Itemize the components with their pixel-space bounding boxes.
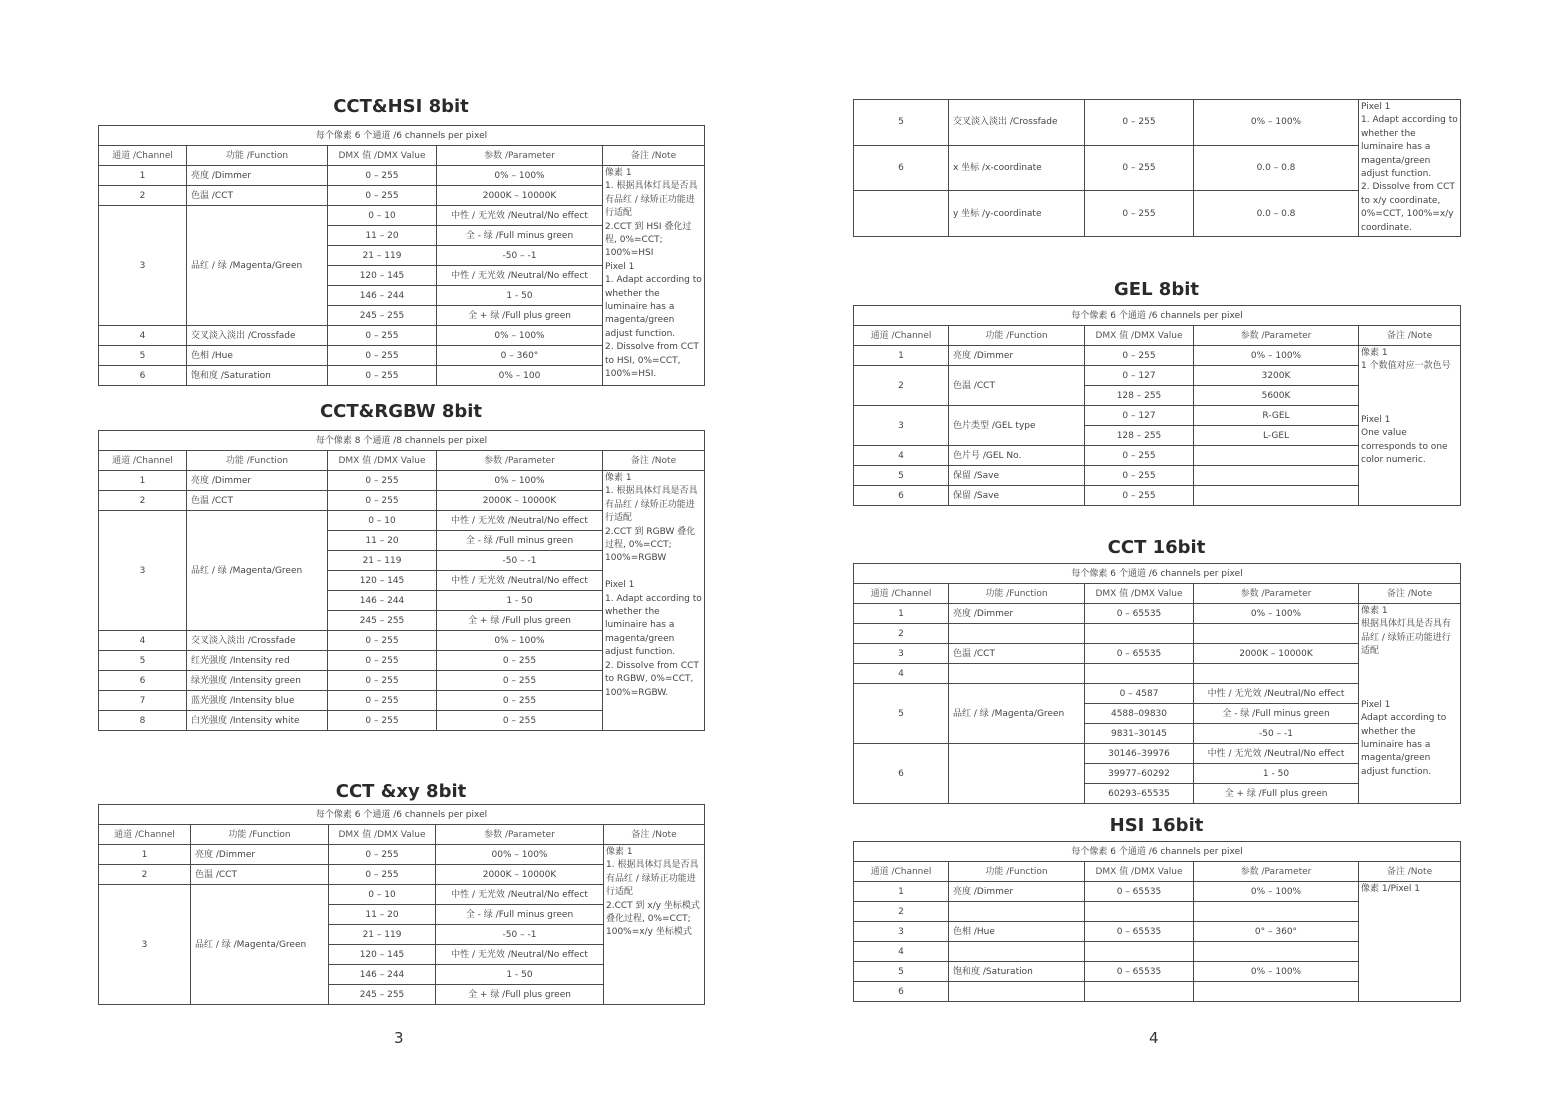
table-header-row (854, 584, 1461, 604)
dmx-value-cell: 0 – 127 (1085, 366, 1194, 386)
table-header-row (99, 451, 705, 471)
dmx-value-cell: 120 – 145 (329, 945, 436, 965)
dmx-value-cell: 245 – 255 (328, 306, 437, 326)
channel-cell: 4 (99, 326, 187, 346)
parameter-cell: 全 + 绿 /Full plus green (437, 306, 603, 326)
dmx-value-cell (1085, 942, 1194, 962)
parameter-cell (1194, 446, 1359, 466)
parameter-cell: 2000K – 10000K (437, 491, 603, 511)
channel-cell: 2 (99, 491, 187, 511)
dmx-value-cell: 0 – 65535 (1085, 922, 1194, 942)
channels-per-pixel: 每个像素 8 个通道 /8 channels per pixel (99, 431, 705, 451)
channel-cell: 3 (854, 644, 949, 664)
parameter-cell: 5600K (1194, 386, 1359, 406)
channel-cell: 5 (99, 651, 187, 671)
parameter-cell: 全 + 绿 /Full plus green (437, 611, 603, 631)
header-note: 备注 /Note (1359, 862, 1461, 882)
header-parameter: 参数 /Parameter (1194, 326, 1359, 346)
channels-per-pixel: 每个像素 6 个通道 /6 channels per pixel (99, 126, 705, 146)
header-note: 备注 /Note (604, 825, 705, 845)
function-cell: 色温 /CCT (187, 491, 328, 511)
channel-cell: 2 (99, 186, 187, 206)
channel-cell: 2 (99, 865, 191, 885)
channel-cell: 6 (99, 671, 187, 691)
function-cell (949, 902, 1085, 922)
parameter-cell: L-GEL (1194, 426, 1359, 446)
channel-cell: 5 (854, 684, 949, 744)
parameter-cell: 0% – 100% (1194, 100, 1359, 146)
table-title: CCT&RGBW 8bit (319, 401, 483, 422)
header-note: 备注 /Note (603, 146, 705, 166)
dmx-table-cct-rgbw (98, 430, 705, 731)
channel-cell: 8 (99, 711, 187, 731)
channel-cell: 2 (854, 366, 949, 406)
dmx-value-cell: 21 – 119 (329, 925, 436, 945)
function-cell: 绿光强度 /Intensity green (187, 671, 328, 691)
dmx-value-cell: 4588–09830 (1085, 704, 1194, 724)
table-row (854, 346, 1461, 366)
function-cell: 亮度 /Dimmer (187, 166, 328, 186)
channel-cell: 1 (99, 166, 187, 186)
table-header-row (854, 326, 1461, 346)
channel-cell: 1 (854, 882, 949, 902)
function-cell: 品红 / 绿 /Magenta/Green (187, 511, 328, 631)
table-title: CCT&HSI 8bit (333, 96, 469, 117)
dmx-value-cell: 0 – 65535 (1085, 604, 1194, 624)
page-number: 3 (394, 1029, 404, 1047)
page-number: 4 (1149, 1029, 1159, 1047)
dmx-value-cell: 0 – 255 (1085, 446, 1194, 466)
dmx-value-cell (1085, 902, 1194, 922)
parameter-cell (1194, 466, 1359, 486)
function-cell: 色片号 /GEL No. (949, 446, 1085, 466)
dmx-value-cell: 146 – 244 (329, 965, 436, 985)
channel-cell: 4 (99, 631, 187, 651)
function-cell: y 坐标 /y-coordinate (949, 191, 1085, 237)
channels-per-pixel: 每个像素 6 个通道 /6 channels per pixel (854, 564, 1461, 584)
parameter-cell: 2000K – 10000K (436, 865, 604, 885)
function-cell: x 坐标 /x-coordinate (949, 145, 1085, 191)
dmx-table-cct-xy (98, 804, 705, 1005)
parameter-cell: 中性 / 无光效 /Neutral/No effect (1194, 684, 1359, 704)
function-cell: 色相 /Hue (187, 346, 328, 366)
dmx-value-cell: 0 – 255 (328, 326, 437, 346)
dmx-value-cell: 0 – 255 (328, 366, 437, 386)
parameter-cell: 0% – 100% (1194, 882, 1359, 902)
dmx-value-cell: 11 – 20 (329, 905, 436, 925)
dmx-value-cell: 60293–65535 (1085, 784, 1194, 804)
dmx-value-cell: 0 – 4587 (1085, 684, 1194, 704)
channels-per-pixel: 每个像素 6 个通道 /6 channels per pixel (854, 842, 1461, 862)
dmx-value-cell: 0 – 255 (1085, 466, 1194, 486)
table-subtitle-row (99, 126, 705, 146)
channel-cell: 1 (854, 346, 949, 366)
function-cell: 亮度 /Dimmer (187, 471, 328, 491)
parameter-cell: -50 – -1 (437, 246, 603, 266)
dmx-value-cell: 0 – 255 (1085, 100, 1194, 146)
parameter-cell (1194, 902, 1359, 922)
function-cell (949, 624, 1085, 644)
dmx-value-cell: 0 – 255 (328, 491, 437, 511)
parameter-cell: 全 - 绿 /Full minus green (437, 226, 603, 246)
parameter-cell: 中性 / 无光效 /Neutral/No effect (437, 206, 603, 226)
parameter-cell (1194, 982, 1359, 1002)
header-function: 功能 /Function (187, 146, 328, 166)
dmx-value-cell: 0 – 65535 (1085, 882, 1194, 902)
dmx-value-cell: 0 – 255 (328, 671, 437, 691)
table-row (99, 845, 705, 865)
parameter-cell: 0 – 360° (437, 346, 603, 366)
parameter-cell: 0% – 100% (437, 631, 603, 651)
channel-cell: 5 (854, 100, 949, 146)
function-cell: 交叉淡入淡出 /Crossfade (187, 631, 328, 651)
channel-cell: 3 (99, 511, 187, 631)
table-title: GEL 8bit (1114, 279, 1199, 300)
function-cell (949, 664, 1085, 684)
function-cell (949, 744, 1085, 804)
dmx-value-cell: 0 – 255 (328, 711, 437, 731)
parameter-cell: 0° – 360° (1194, 922, 1359, 942)
dmx-value-cell: 245 – 255 (328, 611, 437, 631)
channel-cell: 3 (99, 206, 187, 326)
parameter-cell: 1 - 50 (1194, 764, 1359, 784)
parameter-cell: 2000K – 10000K (1194, 644, 1359, 664)
dmx-value-cell: 128 – 255 (1085, 386, 1194, 406)
parameter-cell (1194, 486, 1359, 506)
channel-cell: 5 (854, 962, 949, 982)
function-cell: 品红 / 绿 /Magenta/Green (949, 684, 1085, 744)
header-parameter: 参数 /Parameter (436, 825, 604, 845)
parameter-cell: 00% – 100% (436, 845, 604, 865)
dmx-value-cell: 30146–39976 (1085, 744, 1194, 764)
dmx-value-cell: 21 – 119 (328, 551, 437, 571)
table-subtitle-row (99, 805, 705, 825)
dmx-value-cell: 0 – 255 (329, 845, 436, 865)
parameter-cell: 2000K – 10000K (437, 186, 603, 206)
parameter-cell: -50 – -1 (1194, 724, 1359, 744)
channel-cell: 3 (854, 922, 949, 942)
table-row (99, 471, 705, 491)
parameter-cell: 0.0 – 0.8 (1194, 145, 1359, 191)
function-cell: 保留 /Save (949, 486, 1085, 506)
header-function: 功能 /Function (949, 584, 1085, 604)
dmx-value-cell: 0 – 65535 (1085, 962, 1194, 982)
header-function: 功能 /Function (191, 825, 329, 845)
parameter-cell: 3200K (1194, 366, 1359, 386)
note-cell: 像素 1 1. 根据具体灯具是否具有品红 / 绿矫正功能进行适配 2.CCT 到 x/y 坐标模式叠化过程, 0%=CCT; 100%=x/y 坐标模式 (604, 845, 705, 1005)
parameter-cell: 全 + 绿 /Full plus green (436, 985, 604, 1005)
parameter-cell (1194, 664, 1359, 684)
parameter-cell: 1 - 50 (437, 286, 603, 306)
header-note: 备注 /Note (1359, 584, 1461, 604)
header-channel: 通道 /Channel (99, 825, 191, 845)
dmx-value-cell: 245 – 255 (329, 985, 436, 1005)
note-cell: 像素 1 1. 根据具体灯具是否具有品红 / 绿矫正功能进行适配 2.CCT 到 HSI 叠化过程, 0%=CCT; 100%=HSI Pixel 1 1. Adapt according to whether the luminaire has a magenta/green adjust function. 2. Dissolve from CCT to HSI, 0%=CCT, 100%=HSI. (603, 166, 705, 386)
parameter-cell: 1 - 50 (436, 965, 604, 985)
parameter-cell: 0% – 100% (1194, 346, 1359, 366)
dmx-value-cell: 39977–60292 (1085, 764, 1194, 784)
function-cell: 交叉淡入淡出 /Crossfade (187, 326, 328, 346)
dmx-value-cell: 0 – 255 (328, 346, 437, 366)
dmx-value-cell: 0 – 127 (1085, 406, 1194, 426)
header-channel: 通道 /Channel (854, 862, 949, 882)
parameter-cell: 中性 / 无光效 /Neutral/No effect (436, 945, 604, 965)
header-channel: 通道 /Channel (854, 326, 949, 346)
parameter-cell: 中性 / 无光效 /Neutral/No effect (437, 571, 603, 591)
table-subtitle-row (854, 306, 1461, 326)
header-function: 功能 /Function (949, 862, 1085, 882)
channel-cell: 6 (99, 366, 187, 386)
table-header-row (854, 862, 1461, 882)
header-dmx: DMX 值 /DMX Value (1085, 326, 1194, 346)
channel-cell: 6 (854, 744, 949, 804)
dmx-value-cell: 0 – 10 (329, 885, 436, 905)
header-function: 功能 /Function (187, 451, 328, 471)
header-channel: 通道 /Channel (854, 584, 949, 604)
function-cell: 红光强度 /Intensity red (187, 651, 328, 671)
header-parameter: 参数 /Parameter (437, 451, 603, 471)
channel-cell (854, 191, 949, 237)
function-cell: 亮度 /Dimmer (949, 882, 1085, 902)
parameter-cell: 0% – 100% (1194, 604, 1359, 624)
parameter-cell: 中性 / 无光效 /Neutral/No effect (437, 266, 603, 286)
parameter-cell: 中性 / 无光效 /Neutral/No effect (436, 885, 604, 905)
table-title: HSI 16bit (1109, 815, 1204, 836)
header-parameter: 参数 /Parameter (437, 146, 603, 166)
dmx-value-cell (1085, 982, 1194, 1002)
channel-cell: 3 (854, 406, 949, 446)
dmx-value-cell: 0 – 10 (328, 206, 437, 226)
dmx-value-cell: 0 – 255 (1085, 191, 1194, 237)
dmx-value-cell: 0 – 255 (1085, 486, 1194, 506)
parameter-cell (1194, 624, 1359, 644)
channel-cell: 6 (854, 486, 949, 506)
function-cell: 亮度 /Dimmer (191, 845, 329, 865)
table-header-row (99, 146, 705, 166)
parameter-cell: 全 + 绿 /Full plus green (1194, 784, 1359, 804)
channel-cell: 3 (99, 885, 191, 1005)
function-cell: 色温 /CCT (949, 644, 1085, 664)
parameter-cell: 0 – 255 (437, 711, 603, 731)
channel-cell: 4 (854, 664, 949, 684)
note-cell: 像素 1 1. 根据具体灯具是否具有品红 / 绿矫正功能进行适配 2.CCT 到 RGBW 叠化过程, 0%=CCT; 100%=RGBW Pixel 1 1. Adapt according to whether the luminaire has a magenta/green adjust function. 2. Dissolve from CCT to RGBW, 0%=CCT, 100%=RGBW. (603, 471, 705, 731)
function-cell: 色相 /Hue (949, 922, 1085, 942)
dmx-value-cell (1085, 664, 1194, 684)
header-note: 备注 /Note (1359, 326, 1461, 346)
channels-per-pixel: 每个像素 6 个通道 /6 channels per pixel (99, 805, 705, 825)
table-subtitle-row (854, 564, 1461, 584)
table-subtitle-row (99, 431, 705, 451)
function-cell: 蓝光强度 /Intensity blue (187, 691, 328, 711)
parameter-cell: 1 - 50 (437, 591, 603, 611)
channel-cell: 4 (854, 446, 949, 466)
channel-cell: 7 (99, 691, 187, 711)
function-cell: 品红 / 绿 /Magenta/Green (191, 885, 329, 1005)
dmx-value-cell (1085, 624, 1194, 644)
channel-cell: 1 (99, 845, 191, 865)
table-row (854, 882, 1461, 902)
channel-cell: 1 (99, 471, 187, 491)
parameter-cell: 0% – 100% (1194, 962, 1359, 982)
dmx-value-cell: 146 – 244 (328, 286, 437, 306)
note-cell: 像素 1 1 个数值对应一款色号 Pixel 1 One value corresponds to one color numeric. (1359, 346, 1461, 506)
note-cell: Pixel 1 1. Adapt according to whether the luminaire has a magenta/green adjust function. 2. Dissolve from CCT to x/y coordinate, 0%=CCT, 100%=x/y coordinate. (1359, 100, 1461, 237)
header-function: 功能 /Function (949, 326, 1085, 346)
parameter-cell: 0 – 255 (437, 671, 603, 691)
parameter-cell: 0.0 – 0.8 (1194, 191, 1359, 237)
function-cell: 品红 / 绿 /Magenta/Green (187, 206, 328, 326)
dmx-table-gel (853, 305, 1461, 506)
dmx-value-cell: 0 – 65535 (1085, 644, 1194, 664)
header-dmx: DMX 值 /DMX Value (329, 825, 436, 845)
parameter-cell: 0% – 100% (437, 166, 603, 186)
parameter-cell: R-GEL (1194, 406, 1359, 426)
header-channel: 通道 /Channel (99, 146, 187, 166)
channel-cell: 1 (854, 604, 949, 624)
channel-cell: 6 (854, 145, 949, 191)
function-cell: 色片类型 /GEL type (949, 406, 1085, 446)
dmx-value-cell: 120 – 145 (328, 571, 437, 591)
dmx-value-cell: 11 – 20 (328, 226, 437, 246)
header-dmx: DMX 值 /DMX Value (328, 451, 437, 471)
function-cell: 色温 /CCT (191, 865, 329, 885)
function-cell: 白光强度 /Intensity white (187, 711, 328, 731)
dmx-value-cell: 9831–30145 (1085, 724, 1194, 744)
dmx-value-cell: 128 – 255 (1085, 426, 1194, 446)
dmx-value-cell: 0 – 255 (328, 166, 437, 186)
parameter-cell (1194, 942, 1359, 962)
dmx-value-cell: 0 – 255 (1085, 145, 1194, 191)
function-cell (949, 942, 1085, 962)
note-cell: 像素 1 根据具体灯具是否具有品红 / 绿矫正功能进行适配 Pixel 1 Adapt according to whether the luminaire has a magenta/green adjust function. (1359, 604, 1461, 804)
header-dmx: DMX 值 /DMX Value (1085, 862, 1194, 882)
dmx-value-cell: 146 – 244 (328, 591, 437, 611)
function-cell: 亮度 /Dimmer (949, 346, 1085, 366)
note-cell: 像素 1/Pixel 1 (1359, 882, 1461, 1002)
parameter-cell: 全 - 绿 /Full minus green (437, 531, 603, 551)
dmx-value-cell: 0 – 255 (1085, 346, 1194, 366)
dmx-table-cct-xy-continued (853, 99, 1461, 237)
header-channel: 通道 /Channel (99, 451, 187, 471)
channel-cell: 5 (99, 346, 187, 366)
table-row (99, 166, 705, 186)
parameter-cell: -50 – -1 (437, 551, 603, 571)
channels-per-pixel: 每个像素 6 个通道 /6 channels per pixel (854, 306, 1461, 326)
table-row (854, 100, 1461, 146)
dmx-value-cell: 0 – 255 (328, 631, 437, 651)
parameter-cell: 中性 / 无光效 /Neutral/No effect (1194, 744, 1359, 764)
parameter-cell: 0 – 255 (437, 691, 603, 711)
table-title: CCT 16bit (1107, 537, 1206, 558)
dmx-table-cct-16bit (853, 563, 1461, 804)
dmx-value-cell: 0 – 255 (328, 471, 437, 491)
function-cell: 色温 /CCT (187, 186, 328, 206)
table-subtitle-row (854, 842, 1461, 862)
header-parameter: 参数 /Parameter (1194, 862, 1359, 882)
function-cell: 交叉淡入淡出 /Crossfade (949, 100, 1085, 146)
dmx-value-cell: 0 – 255 (328, 651, 437, 671)
parameter-cell: 0% – 100% (437, 471, 603, 491)
parameter-cell: 中性 / 无光效 /Neutral/No effect (437, 511, 603, 531)
dmx-value-cell: 11 – 20 (328, 531, 437, 551)
table-header-row (99, 825, 705, 845)
channel-cell: 2 (854, 624, 949, 644)
table-row (854, 604, 1461, 624)
parameter-cell: 0% – 100 (437, 366, 603, 386)
dmx-value-cell: 0 – 255 (329, 865, 436, 885)
dmx-value-cell: 120 – 145 (328, 266, 437, 286)
channel-cell: 6 (854, 982, 949, 1002)
header-note: 备注 /Note (603, 451, 705, 471)
header-dmx: DMX 值 /DMX Value (328, 146, 437, 166)
function-cell: 保留 /Save (949, 466, 1085, 486)
parameter-cell: 0% – 100% (437, 326, 603, 346)
parameter-cell: 全 - 绿 /Full minus green (1194, 704, 1359, 724)
function-cell: 饱和度 /Saturation (949, 962, 1085, 982)
channel-cell: 4 (854, 942, 949, 962)
function-cell (949, 982, 1085, 1002)
dmx-value-cell: 0 – 10 (328, 511, 437, 531)
function-cell: 饱和度 /Saturation (187, 366, 328, 386)
dmx-value-cell: 21 – 119 (328, 246, 437, 266)
header-parameter: 参数 /Parameter (1194, 584, 1359, 604)
dmx-table-cct-hsi (98, 125, 705, 386)
function-cell: 亮度 /Dimmer (949, 604, 1085, 624)
parameter-cell: 0 – 255 (437, 651, 603, 671)
parameter-cell: -50 – -1 (436, 925, 604, 945)
dmx-table-hsi-16bit (853, 841, 1461, 1002)
function-cell: 色温 /CCT (949, 366, 1085, 406)
table-title: CCT &xy 8bit (335, 781, 467, 802)
channel-cell: 5 (854, 466, 949, 486)
dmx-value-cell: 0 – 255 (328, 186, 437, 206)
dmx-value-cell: 0 – 255 (328, 691, 437, 711)
header-dmx: DMX 值 /DMX Value (1085, 584, 1194, 604)
parameter-cell: 全 - 绿 /Full minus green (436, 905, 604, 925)
channel-cell: 2 (854, 902, 949, 922)
